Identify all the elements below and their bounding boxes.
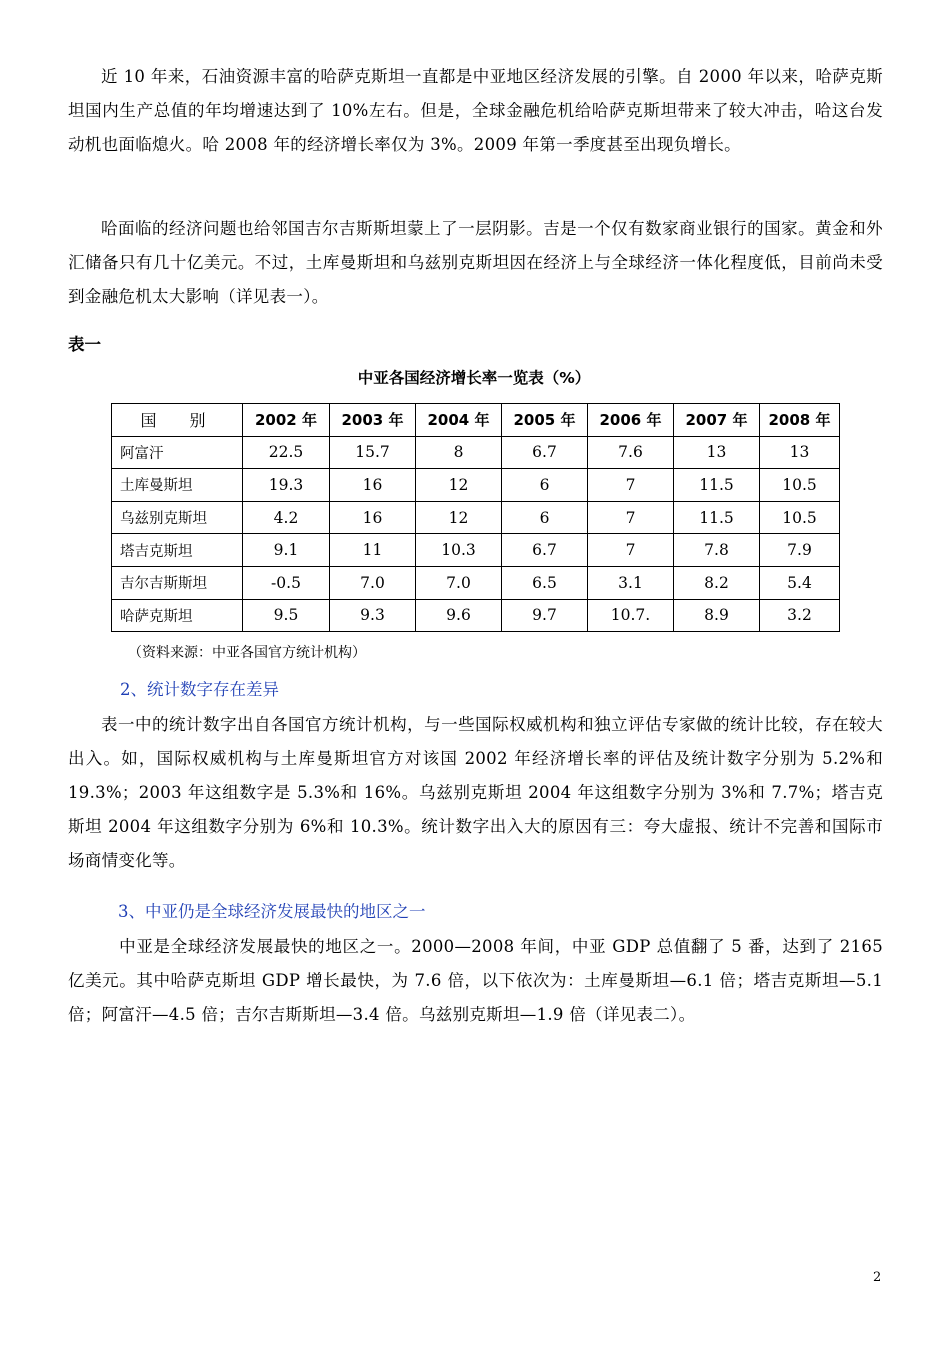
growth-value-cell: 8.9 [674,599,760,632]
growth-value-cell: 15.7 [330,436,416,469]
growth-value-cell: 7.6 [588,436,674,469]
growth-value-cell: 3.2 [760,599,840,632]
column-header-year: 2006 年 [588,404,674,437]
table-row [112,599,840,632]
country-cell: 塔吉克斯坦 [112,534,243,567]
growth-value-cell: 7.8 [674,534,760,567]
growth-rate-table [111,403,840,632]
growth-value-cell: 4.2 [243,501,330,534]
growth-value-cell: 10.3 [416,534,502,567]
section-heading-fastest-region: 3、中亚仍是全球经济发展最快的地区之一 [118,902,426,921]
growth-value-cell: 16 [330,501,416,534]
table-row [112,566,840,599]
column-header-year: 2005 年 [502,404,588,437]
table-source-note: （资料来源：中亚各国官方统计机构） [128,645,366,661]
paragraph-kyrgyzstan-impact: 哈面临的经济问题也给邻国吉尔吉斯斯坦蒙上了一层阴影。吉是一个仅有数家商业银行的国家。黄金和外汇储备只有几十亿美元。不过，土库曼斯坦和乌兹别克斯坦因在经济上与全球经济一体化程度低，目前尚未受到金融危机太大影响（详见表一）。 [68,219,883,306]
country-cell: 吉尔吉斯斯坦 [112,566,243,599]
growth-value-cell: 22.5 [243,436,330,469]
growth-value-cell: 13 [760,436,840,469]
growth-value-cell: 7.0 [416,566,502,599]
country-cell: 乌兹别克斯坦 [112,501,243,534]
growth-value-cell: 6.7 [502,534,588,567]
column-header-country: 国 别 [112,404,243,437]
country-cell: 哈萨克斯坦 [112,599,243,632]
growth-value-cell: 11 [330,534,416,567]
table-row [112,469,840,502]
paragraph-kazakhstan-economy: 近 10 年来，石油资源丰富的哈萨克斯坦一直都是中亚地区经济发展的引擎。自 2000 年以来，哈萨克斯坦国内生产总值的年均增速达到了 10%左右。但是，全球金融危机给哈萨克斯坦带来了较大冲击，哈这台发动机也面临熄火。哈 2008 年的经济增长率仅为 3%。2009 年第一季度甚至出现负增长。 [68,67,883,154]
paragraph-gdp-growth: 中亚是全球经济发展最快的地区之一。2000—2008 年间，中亚 GDP 总值翻了 5 番，达到了 2165 亿美元。其中哈萨克斯坦 GDP 增长最快，为 7.6 倍，以下依次为：土库曼斯坦—6.1 倍；塔吉克斯坦—5.1 倍；阿富汗—4.5 倍；吉尔吉斯斯坦—3.4 倍。乌兹别克斯坦—1.9 倍（详见表二）。 [68,937,883,1024]
growth-value-cell: 11.5 [674,501,760,534]
growth-value-cell: 7 [588,534,674,567]
column-header-year: 2003 年 [330,404,416,437]
growth-value-cell: 9.6 [416,599,502,632]
column-header-year: 2008 年 [760,404,840,437]
growth-value-cell: 19.3 [243,469,330,502]
column-header-year: 2007 年 [674,404,760,437]
table-row [112,534,840,567]
table-header-row [112,404,840,437]
growth-value-cell: 10.5 [760,469,840,502]
growth-value-cell: 8 [416,436,502,469]
column-header-year: 2004 年 [416,404,502,437]
growth-value-cell: 7 [588,501,674,534]
section-heading-statistics-differ: 2、统计数字存在差异 [120,680,279,699]
table-title: 中亚各国经济增长率一览表（%） [357,369,591,387]
growth-value-cell: 9.3 [330,599,416,632]
growth-value-cell: 9.5 [243,599,330,632]
growth-value-cell: 7.9 [760,534,840,567]
table-label: 表一 [68,335,101,354]
growth-value-cell: 6.7 [502,436,588,469]
table-row [112,501,840,534]
growth-value-cell: 6 [502,501,588,534]
paragraph-statistics-discrepancy: 表一中的统计数字出自各国官方统计机构，与一些国际权威机构和独立评估专家做的统计比较，存在较大出入。如，国际权威机构与土库曼斯坦官方对该国 2002 年经济增长率的评估及统计数字分别为 5.2%和 19.3%；2003 年这组数字是 5.3%和 16%。乌兹别克斯坦 2004 年这组数字分别为 3%和 7.7%；塔吉克斯坦 2004 年这组数字分别为 6%和 10.3%。统计数字出入大的原因有三：夸大虚报、统计不完善和国际市场商情变化等。 [68,715,883,870]
growth-value-cell: 7.0 [330,566,416,599]
growth-value-cell: 11.5 [674,469,760,502]
country-cell: 阿富汗 [112,436,243,469]
growth-value-cell: 12 [416,469,502,502]
growth-value-cell: 6 [502,469,588,502]
column-header-year: 2002 年 [243,404,330,437]
growth-value-cell: 13 [674,436,760,469]
growth-value-cell: 6.5 [502,566,588,599]
growth-value-cell: 10.7. [588,599,674,632]
country-cell: 土库曼斯坦 [112,469,243,502]
page-number: 2 [873,1270,882,1285]
growth-value-cell: 10.5 [760,501,840,534]
growth-value-cell: 5.4 [760,566,840,599]
growth-value-cell: 7 [588,469,674,502]
table-body [112,436,840,632]
growth-value-cell: 16 [330,469,416,502]
growth-value-cell: 12 [416,501,502,534]
growth-value-cell: 3.1 [588,566,674,599]
growth-value-cell: 9.7 [502,599,588,632]
growth-value-cell: 8.2 [674,566,760,599]
growth-value-cell: 9.1 [243,534,330,567]
table-row [112,436,840,469]
growth-value-cell: -0.5 [243,566,330,599]
